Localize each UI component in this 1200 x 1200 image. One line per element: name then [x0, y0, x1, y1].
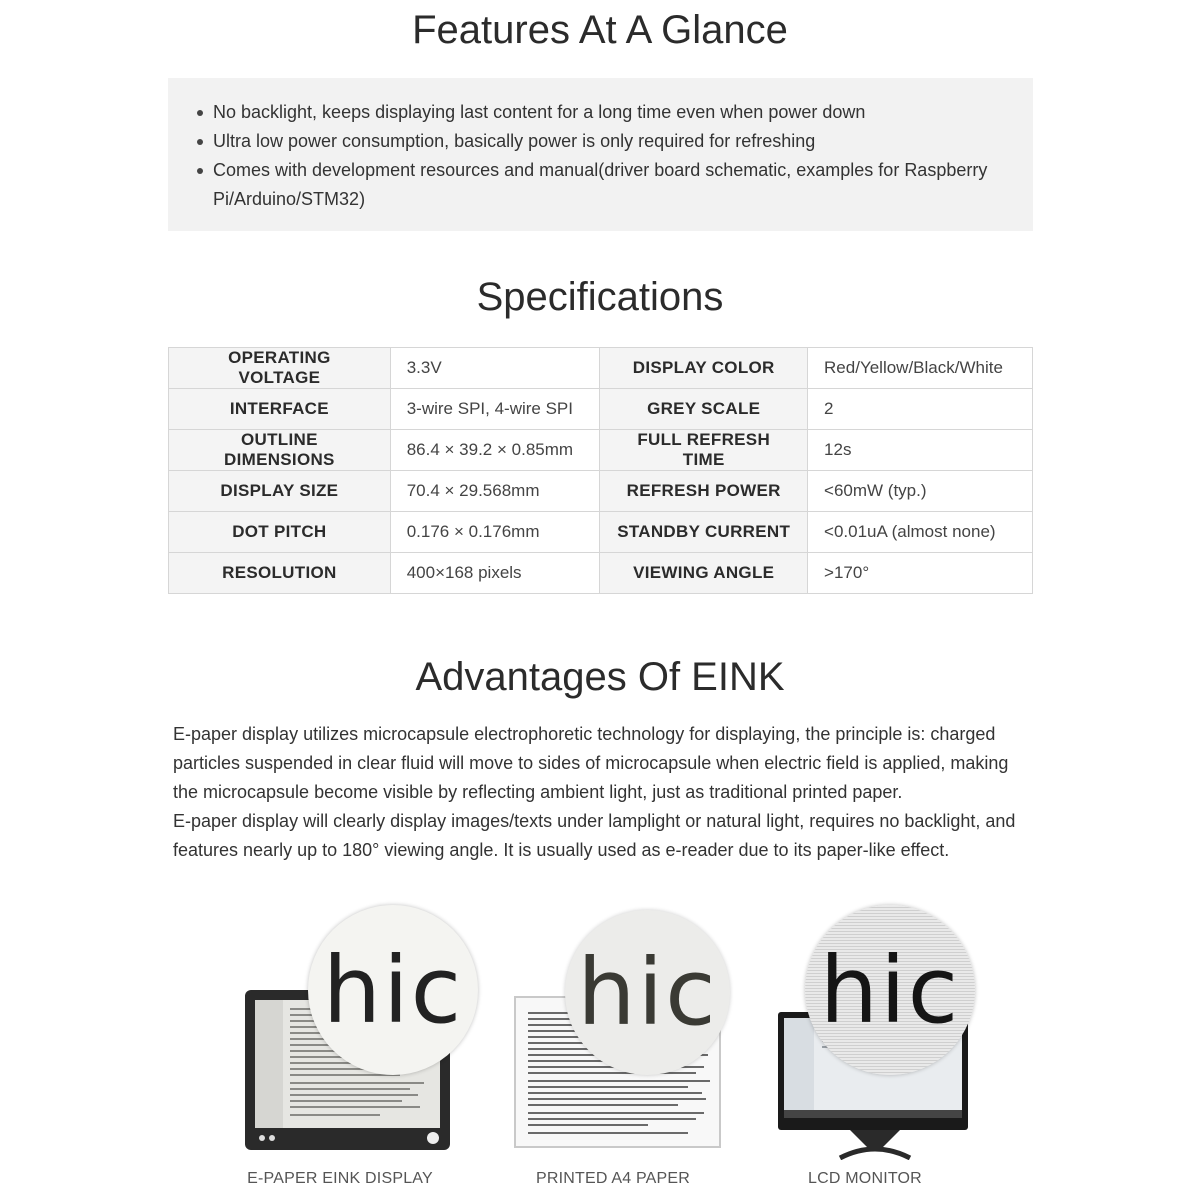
advantages-title: Advantages Of EINK [415, 655, 785, 699]
lcd-illustration [770, 900, 990, 1190]
spec-row [169, 389, 1033, 430]
spec-key: INTERFACE [169, 389, 391, 430]
advantages-paragraph: E-paper display will clearly display images/texts under lamplight or natural light, requires no backlight, and features nearly up to 180° viewing angle. It is usually used as e-reader due to its paper-like effect. [173, 811, 1016, 860]
spec-key: GREY SCALE [600, 389, 808, 430]
spec-key: VIEWING ANGLE [600, 553, 808, 594]
spec-row [169, 471, 1033, 512]
specifications-table [168, 347, 1033, 594]
epaper-magnifier [308, 905, 478, 1075]
spec-key: DISPLAY COLOR [600, 348, 808, 389]
spec-value: Red/Yellow/Black/White [808, 348, 1033, 389]
spec-key: FULL REFRESH TIME [600, 430, 808, 471]
paper-illustration [510, 900, 740, 1190]
spec-value: 2 [808, 389, 1033, 430]
spec-key: OUTLINE DIMENSIONS [169, 430, 391, 471]
feature-item: Comes with development resources and manual(driver board schematic, examples for Raspberry Pi/Arduino/STM32) [213, 156, 1013, 214]
features-title: Features At A Glance [412, 8, 788, 52]
features-list [213, 98, 1013, 214]
spec-row [169, 348, 1033, 389]
paper-magnifier [565, 910, 730, 1075]
lcd-magnifier [805, 905, 975, 1075]
spec-row [169, 430, 1033, 471]
spec-value: <0.01uA (almost none) [808, 512, 1033, 553]
magnified-text: hic [322, 936, 464, 1044]
spec-value: >170° [808, 553, 1033, 594]
feature-item: No backlight, keeps displaying last content for a long time even when power down [213, 98, 1013, 127]
spec-key: REFRESH POWER [600, 471, 808, 512]
paper-caption: PRINTED A4 PAPER [535, 1170, 691, 1187]
epaper-illustration [240, 900, 480, 1190]
spec-value: <60mW (typ.) [808, 471, 1033, 512]
spec-value: 400×168 pixels [390, 553, 600, 594]
spec-value: 86.4 × 39.2 × 0.85mm [390, 430, 600, 471]
spec-key: DISPLAY SIZE [169, 471, 391, 512]
epaper-caption: E-PAPER EINK DISPLAY [247, 1170, 433, 1187]
spec-value: 3.3V [390, 348, 600, 389]
lcd-caption: LCD MONITOR [808, 1170, 922, 1187]
specifications-title: Specifications [476, 275, 724, 319]
spec-key: DOT PITCH [169, 512, 391, 553]
spec-value: 12s [808, 430, 1033, 471]
features-box [168, 78, 1033, 231]
spec-value: 0.176 × 0.176mm [390, 512, 600, 553]
spec-row [169, 553, 1033, 594]
spec-key: OPERATING VOLTAGE [169, 348, 391, 389]
advantages-paragraph: E-paper display utilizes microcapsule electrophoretic technology for displaying, the principle is: charged particles suspended in clear fluid will move to sides of microcapsule when electric field is applied, making the microcapsule become visible by reflecting ambient light, just as traditional printed paper. [173, 724, 1009, 802]
spec-key: RESOLUTION [169, 553, 391, 594]
magnified-text: hic [577, 939, 718, 1046]
spec-row [169, 512, 1033, 553]
spec-key: STANDBY CURRENT [600, 512, 808, 553]
advantages-text [173, 720, 1033, 865]
spec-value: 3-wire SPI, 4-wire SPI [390, 389, 600, 430]
spec-value: 70.4 × 29.568mm [390, 471, 600, 512]
feature-item: Ultra low power consumption, basically power is only required for refreshing [213, 127, 1013, 156]
magnified-text: hic [819, 936, 961, 1044]
